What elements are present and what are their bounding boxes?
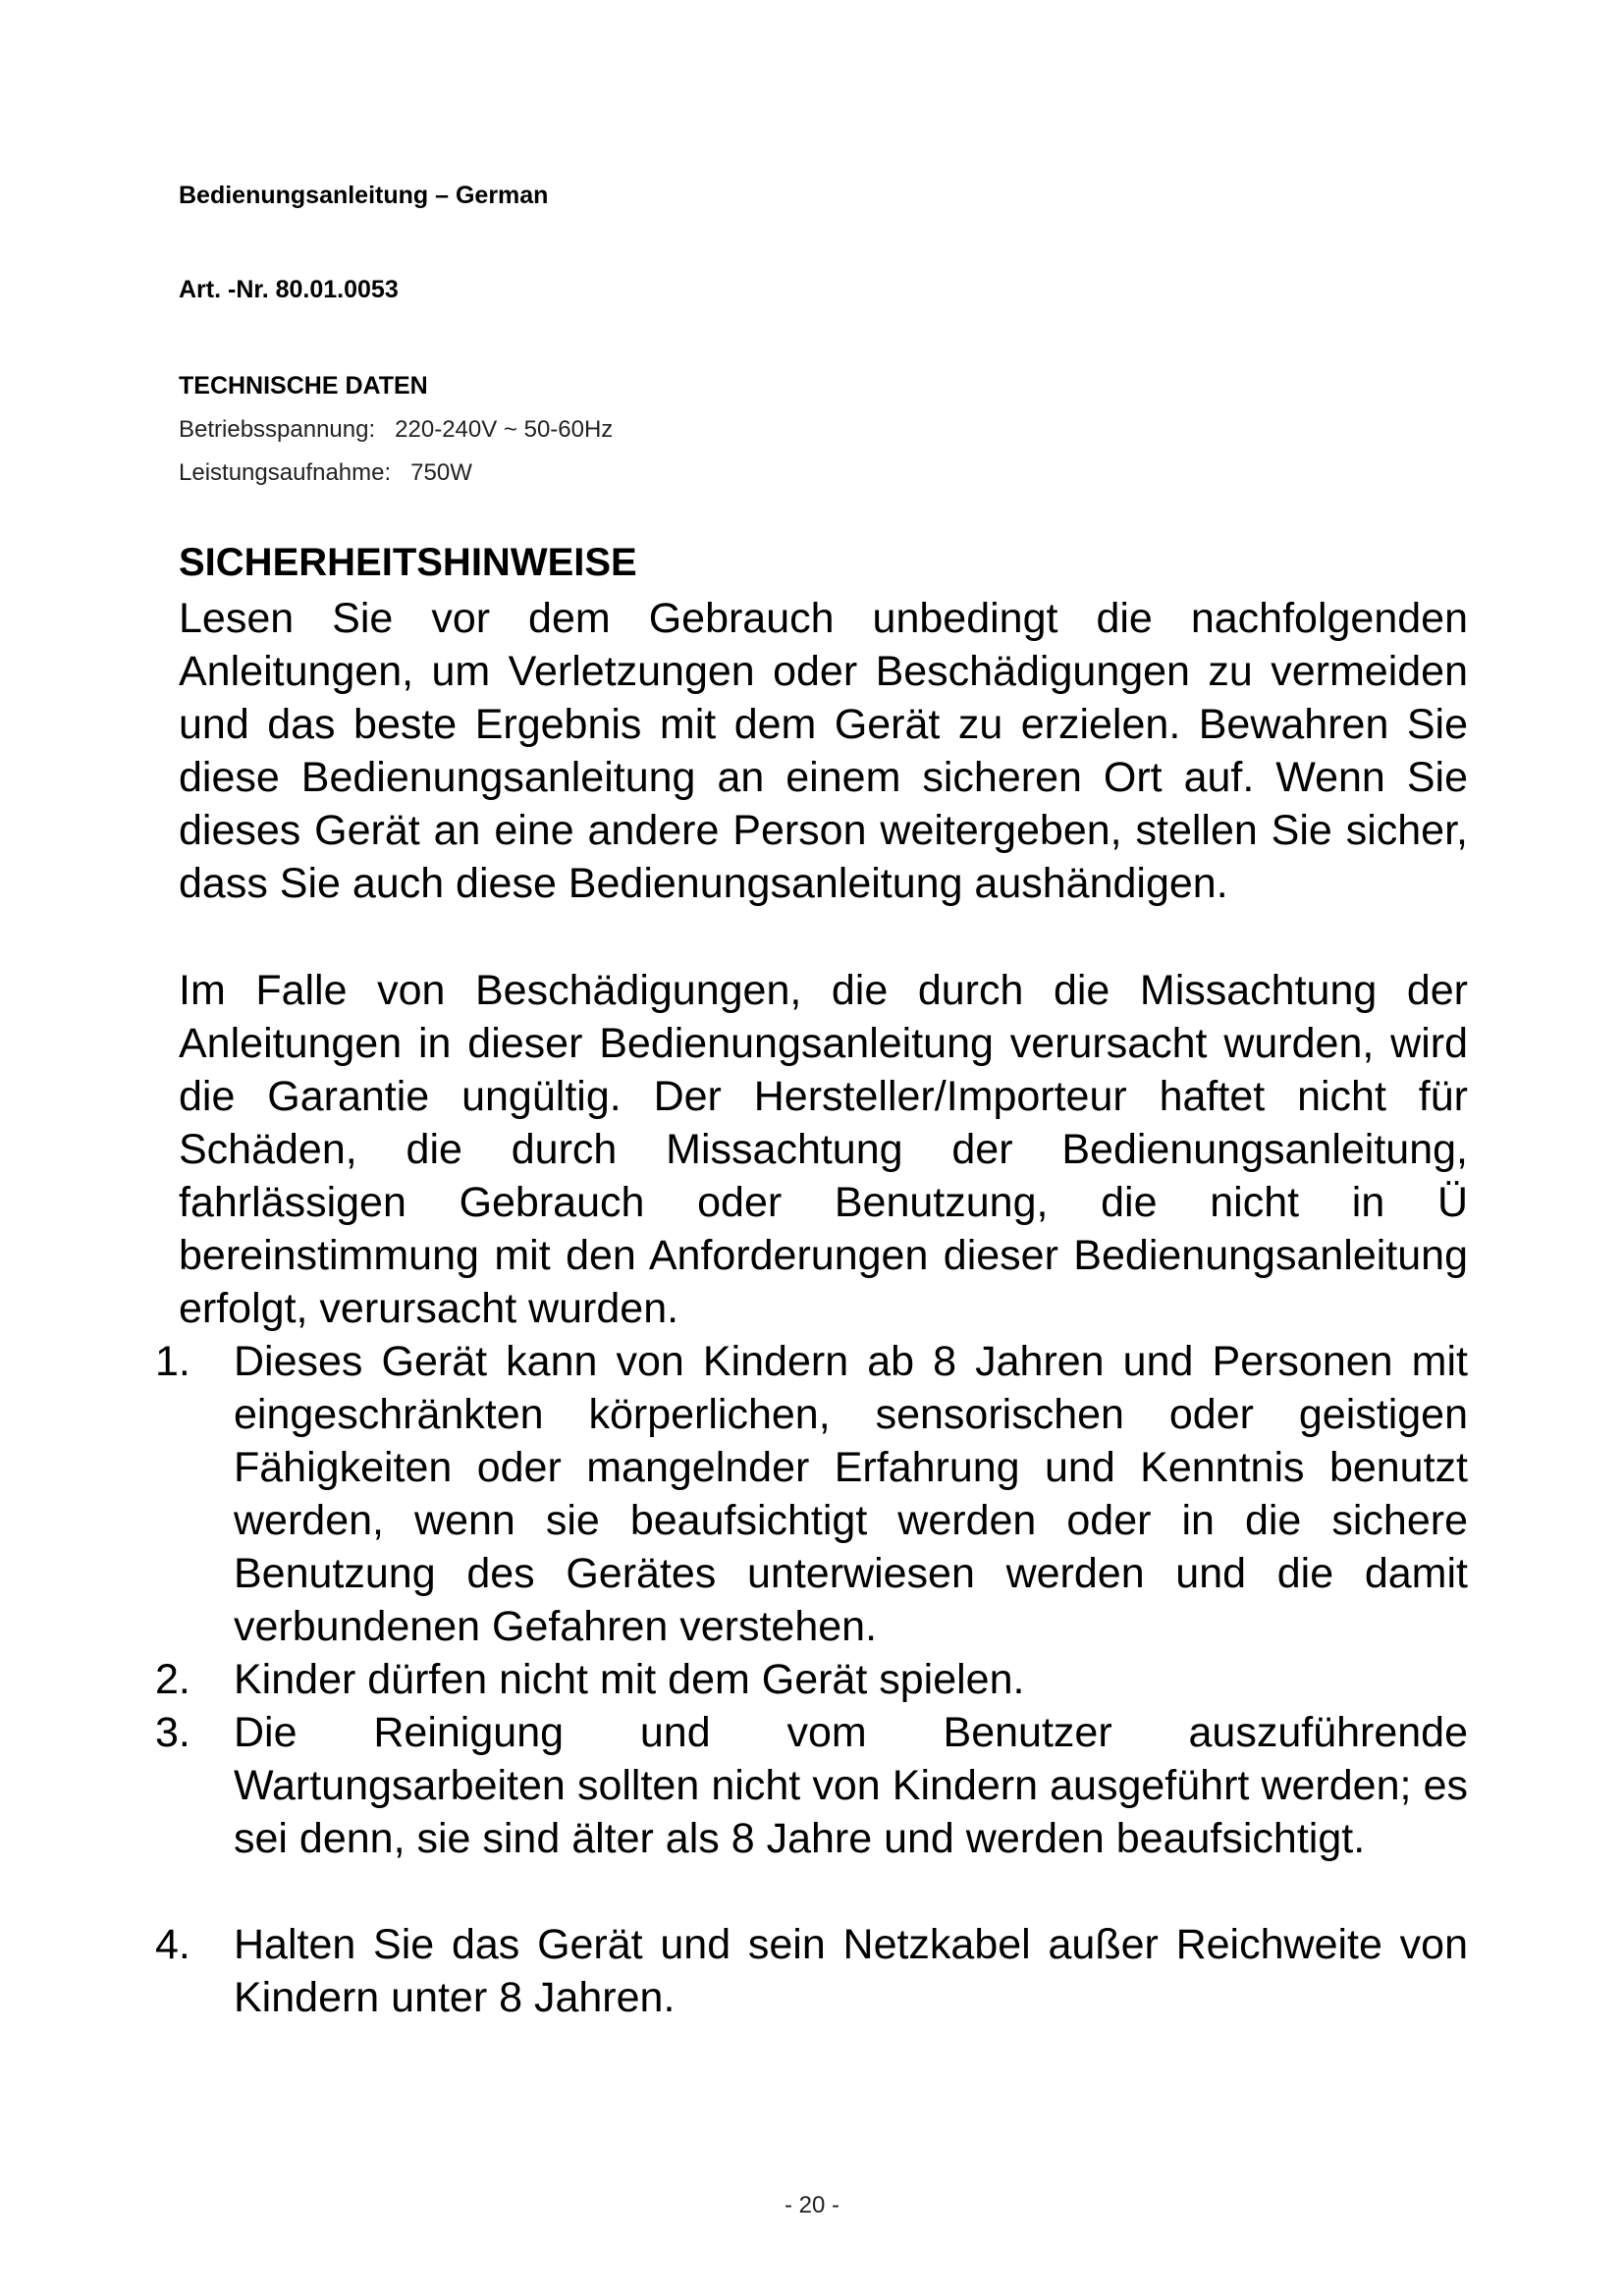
- list-item-number: 1.: [155, 1338, 190, 1385]
- safety-paragraph-1: Lesen Sie vor dem Gebrauch unbedingt die nachfolgenden Anleitungen, um Verletzungen oder Beschädigungen zu vermeiden und das beste Ergebnis mit dem Gerät zu erzielen. Bewahren Sie diese Bedienungsanleitung an einem sicheren Ort auf. Wenn Sie dieses Gerät an eine andere Person weitergeben, stellen Sie sicher, dass Sie auch diese Bedienungsanleitung aushändigen.: [179, 595, 1468, 907]
- list-item-number: 4.: [155, 1921, 190, 1968]
- spec-row-power: [179, 458, 472, 488]
- list-item: [155, 1918, 1468, 2024]
- page-number: - 20 -: [784, 2192, 839, 2218]
- spec-label: Leistungsaufnahme:: [179, 459, 392, 486]
- list-item: [155, 1335, 1468, 1653]
- list-item-text: Die Reinigung und vom Benutzer auszuführende Wartungsarbeiten sollten nicht von Kindern ausgeführt werden; es sei denn, sie sind älter als 8 Jahre und werden beaufsichtigt.: [234, 1709, 1468, 1862]
- spec-value: 220-240V ~ 50-60Hz: [395, 416, 614, 443]
- tech-data-heading: TECHNISCHE DATEN: [179, 372, 428, 400]
- list-item-number: 3.: [155, 1709, 190, 1756]
- spec-label: Betriebsspannung:: [179, 416, 376, 443]
- safety-paragraph-2: Im Falle von Beschädigungen, die durch die Missachtung der Anleitungen in dieser Bedienungsanleitung verursacht wurden, wird die Garantie ungültig. Der Hersteller/Importeur haftet nicht für Schäden, die durch Missachtung der Bedienungsanleitung, fahrlässigen Gebrauch oder Benutzung, die nicht in Ü bereinstimmung mit den Anforderungen dieser Bedienungsanleitung erfolgt, verursacht wurden.: [179, 967, 1468, 1332]
- article-number: Art. -Nr. 80.01.0053: [179, 276, 399, 303]
- list-item-text: Dieses Gerät kann von Kindern ab 8 Jahren und Personen mit eingeschränkten körperlichen, sensorischen oder geistigen Fähigkeiten oder mangelnder Erfahrung und Kenntnis benutzt werden, wenn sie beaufsichtigt werden oder in die sichere Benutzung des Gerätes unterwiesen werden und die damit verbundenen Gefahren verstehen.: [234, 1338, 1468, 1650]
- list-item-text: Kinder dürfen nicht mit dem Gerät spielen.: [234, 1656, 1025, 1703]
- list-item: [155, 1653, 1468, 1706]
- list-item-text: Halten Sie das Gerät und sein Netzkabel außer Reichweite von Kindern unter 8 Jahren.: [234, 1921, 1468, 2021]
- manual-title: Bedienungsanleitung – German: [179, 182, 549, 209]
- list-item-number: 2.: [155, 1656, 190, 1703]
- spec-row-voltage: [179, 415, 613, 445]
- safety-heading: SICHERHEITSHINWEISE: [179, 541, 637, 584]
- spec-value: 750W: [410, 459, 472, 486]
- list-item: [155, 1706, 1468, 1865]
